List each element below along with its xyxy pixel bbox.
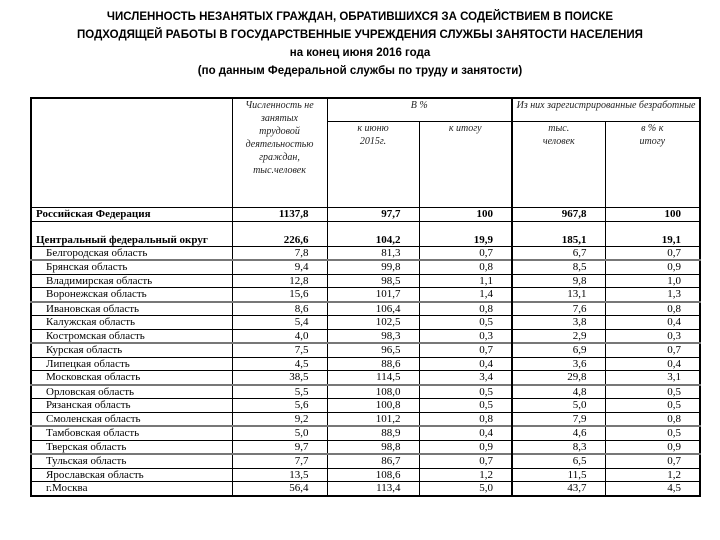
value-cell: 0,4 — [605, 316, 700, 330]
value-cell: 9,7 — [232, 440, 327, 454]
value-cell: 4,8 — [512, 385, 605, 399]
value-cell: 9,4 — [232, 260, 327, 274]
value-cell: 8,5 — [512, 260, 605, 274]
value-cell: 4,5 — [605, 482, 700, 496]
value-cell: 0,9 — [605, 440, 700, 454]
value-cell: 101,7 — [327, 288, 419, 302]
title-line-2: ПОДХОДЯЩЕЙ РАБОТЫ В ГОСУДАРСТВЕННЫЕ УЧРЕЖДЕНИЯ СЛУЖБЫ ЗАНЯТОСТИ НАСЕЛЕНИЯ — [77, 29, 643, 41]
value-cell: 967,8 — [512, 208, 605, 222]
value-cell: 3,8 — [512, 316, 605, 330]
table-row — [31, 440, 700, 454]
value-cell: 88,9 — [327, 426, 419, 440]
value-cell: 0,7 — [605, 246, 700, 260]
value-cell: 108,0 — [327, 385, 419, 399]
value-cell: 56,4 — [232, 482, 327, 496]
value-cell: 101,2 — [327, 412, 419, 426]
value-cell: 0,5 — [605, 385, 700, 399]
title-line-1: ЧИСЛЕННОСТЬ НЕЗАНЯТЫХ ГРАЖДАН, ОБРАТИВШИХСЯ ЗА СОДЕЙСТВИЕМ В ПОИСКЕ — [106, 11, 614, 23]
region-name: Брянская область — [31, 260, 232, 274]
value-cell: 0,8 — [419, 302, 512, 316]
value-cell: 29,8 — [512, 371, 605, 385]
value-cell: 5,0 — [512, 399, 605, 413]
value-cell: 99,8 — [327, 260, 419, 274]
region-name: Ярославская область — [31, 468, 232, 482]
value-cell: 100 — [605, 208, 700, 222]
value-cell: 0,8 — [419, 260, 512, 274]
region-name: Костромская область — [31, 329, 232, 343]
table-row — [31, 246, 700, 260]
value-cell: 12,8 — [232, 274, 327, 288]
value-cell: 4,0 — [232, 329, 327, 343]
value-cell: 185,1 — [512, 221, 605, 246]
value-cell: 1,1 — [419, 274, 512, 288]
title-line-3: на конец июня 2016 года — [289, 47, 431, 59]
value-cell: 1,2 — [605, 468, 700, 482]
region-name: г.Москва — [31, 482, 232, 496]
value-cell: 81,3 — [327, 246, 419, 260]
value-cell: 2,9 — [512, 329, 605, 343]
region-name: Центральный федеральный округ — [31, 221, 232, 246]
table-row — [31, 288, 700, 302]
value-cell: 6,5 — [512, 454, 605, 468]
table-row — [31, 371, 700, 385]
document-title — [0, 8, 720, 80]
value-cell: 0,3 — [419, 329, 512, 343]
table-row — [31, 454, 700, 468]
value-cell: 0,7 — [605, 454, 700, 468]
value-cell: 5,4 — [232, 316, 327, 330]
region-name: Орловская область — [31, 385, 232, 399]
value-cell: 0,5 — [419, 385, 512, 399]
table-row — [31, 426, 700, 440]
header-percent-group: В % — [327, 98, 512, 122]
value-cell: 8,6 — [232, 302, 327, 316]
value-cell: 0,4 — [419, 357, 512, 371]
value-cell: 5,0 — [419, 482, 512, 496]
table-row — [31, 468, 700, 482]
value-cell: 4,5 — [232, 357, 327, 371]
value-cell: 19,9 — [419, 221, 512, 246]
value-cell: 13,5 — [232, 468, 327, 482]
value-cell: 0,5 — [605, 399, 700, 413]
value-cell: 0,4 — [419, 426, 512, 440]
value-cell: 7,7 — [232, 454, 327, 468]
region-name: Тверская область — [31, 440, 232, 454]
region-name: Владимирская область — [31, 274, 232, 288]
value-cell: 3,1 — [605, 371, 700, 385]
value-cell: 0,8 — [605, 302, 700, 316]
value-cell: 0,8 — [419, 412, 512, 426]
value-cell: 96,5 — [327, 343, 419, 357]
region-name: Воронежская область — [31, 288, 232, 302]
value-cell: 106,4 — [327, 302, 419, 316]
value-cell: 108,6 — [327, 468, 419, 482]
region-name: Ивановская область — [31, 302, 232, 316]
value-cell: 9,2 — [232, 412, 327, 426]
header-registered-group: Из них зарегистрированные безработные — [512, 98, 700, 122]
value-cell: 1,4 — [419, 288, 512, 302]
value-cell: 1,2 — [419, 468, 512, 482]
table-row — [31, 399, 700, 413]
value-cell: 113,4 — [327, 482, 419, 496]
value-cell: 38,5 — [232, 371, 327, 385]
region-name: Липецкая область — [31, 357, 232, 371]
value-cell: 0,5 — [605, 426, 700, 440]
region-name: Рязанская область — [31, 399, 232, 413]
value-cell: 15,6 — [232, 288, 327, 302]
value-cell: 1137,8 — [232, 208, 327, 222]
value-cell: 3,6 — [512, 357, 605, 371]
value-cell: 86,7 — [327, 454, 419, 468]
value-cell: 6,7 — [512, 246, 605, 260]
value-cell: 98,8 — [327, 440, 419, 454]
region-name: Тамбовская область — [31, 426, 232, 440]
unemployment-table — [30, 97, 701, 497]
header-vs-june-2015: к июню 2015г. — [327, 122, 419, 208]
table-row — [31, 343, 700, 357]
value-cell: 3,4 — [419, 371, 512, 385]
value-cell: 102,5 — [327, 316, 419, 330]
table-row — [31, 221, 700, 246]
region-name: Белгородская область — [31, 246, 232, 260]
value-cell: 19,1 — [605, 221, 700, 246]
value-cell: 1,0 — [605, 274, 700, 288]
value-cell: 7,5 — [232, 343, 327, 357]
value-cell: 11,5 — [512, 468, 605, 482]
value-cell: 98,5 — [327, 274, 419, 288]
region-name: Тульская область — [31, 454, 232, 468]
value-cell: 98,3 — [327, 329, 419, 343]
value-cell: 43,7 — [512, 482, 605, 496]
value-cell: 6,9 — [512, 343, 605, 357]
header-registered-thousands: тыс. человек — [512, 122, 605, 208]
table-row — [31, 482, 700, 496]
value-cell: 0,7 — [605, 343, 700, 357]
table-row — [31, 274, 700, 288]
table-row — [31, 316, 700, 330]
value-cell: 0,5 — [419, 399, 512, 413]
value-cell: 114,5 — [327, 371, 419, 385]
header-count: Численность не занятых трудовой деятельностью граждан, тыс.человек — [232, 98, 327, 208]
header-region — [31, 98, 232, 208]
value-cell: 0,9 — [605, 260, 700, 274]
region-name: Смоленская область — [31, 412, 232, 426]
header-registered-share: в % к итогу — [605, 122, 700, 208]
value-cell: 0,7 — [419, 343, 512, 357]
title-line-4: (по данным Федеральной службы по труду и занятости) — [197, 65, 523, 77]
value-cell: 9,8 — [512, 274, 605, 288]
header-share-of-total: к итогу — [419, 122, 512, 208]
table-row — [31, 260, 700, 274]
value-cell: 13,1 — [512, 288, 605, 302]
value-cell: 1,3 — [605, 288, 700, 302]
region-name: Курская область — [31, 343, 232, 357]
value-cell: 8,3 — [512, 440, 605, 454]
value-cell: 88,6 — [327, 357, 419, 371]
value-cell: 226,6 — [232, 221, 327, 246]
value-cell: 100,8 — [327, 399, 419, 413]
value-cell: 7,8 — [232, 246, 327, 260]
value-cell: 100 — [419, 208, 512, 222]
value-cell: 7,9 — [512, 412, 605, 426]
table-row — [31, 208, 700, 222]
region-name: Калужская область — [31, 316, 232, 330]
table-row — [31, 302, 700, 316]
region-name: Московская область — [31, 371, 232, 385]
value-cell: 0,3 — [605, 329, 700, 343]
value-cell: 97,7 — [327, 208, 419, 222]
value-cell: 5,0 — [232, 426, 327, 440]
value-cell: 4,6 — [512, 426, 605, 440]
table-row — [31, 385, 700, 399]
value-cell: 0,4 — [605, 357, 700, 371]
region-name: Российская Федерация — [31, 208, 232, 222]
value-cell: 0,5 — [419, 316, 512, 330]
table-row — [31, 329, 700, 343]
value-cell: 0,9 — [419, 440, 512, 454]
value-cell: 104,2 — [327, 221, 419, 246]
table-row — [31, 412, 700, 426]
value-cell: 5,6 — [232, 399, 327, 413]
value-cell: 0,8 — [605, 412, 700, 426]
table-row — [31, 357, 700, 371]
value-cell: 0,7 — [419, 246, 512, 260]
value-cell: 0,7 — [419, 454, 512, 468]
value-cell: 7,6 — [512, 302, 605, 316]
value-cell: 5,5 — [232, 385, 327, 399]
